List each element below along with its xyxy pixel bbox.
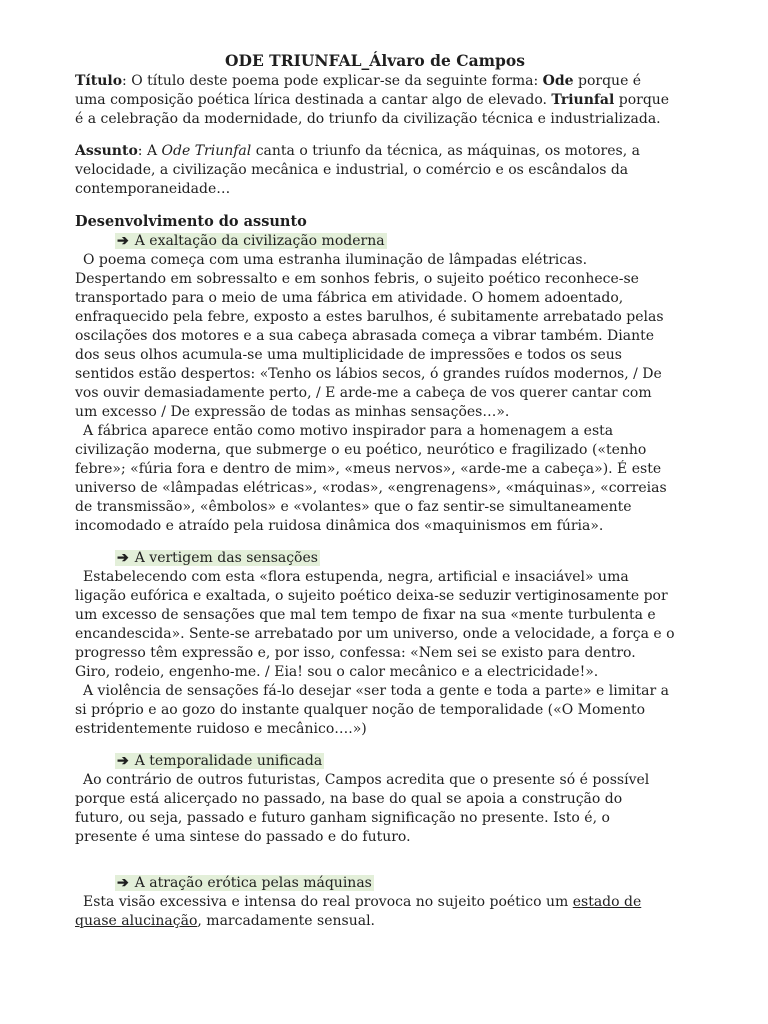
highlight — [115, 233, 387, 249]
paragraph: O poema começa com uma estranha iluminação de lâmpadas elétricas. Despertando em sobressalto e em sonhos febris, o sujeito poético reconhece-se transportado para o meio de uma fábrica em atividade. O homem adoentado, enfraquecido pela febre, exposto a estes barulhos, é subitamente arrebatado pelas oscilações dos motores e a sua cabeça abrasada começa a vibrar também. Diante dos seus olhos acumula-se uma multiplicidade de impressões e todos os seus sentidos estão despertos: «Tenho os lábios secos, ó grandes ruídos modernos, / De vos ouvir demasiadamente perto, / E arde-me a cabeça de vos querer cantar com um excesso / De expressão de todas as minhas sensações…». — [75, 252, 664, 420]
titulo-paragraph — [75, 72, 675, 129]
paragraph-text-start: Esta visão excessiva e intensa do real provoca no sujeito poético um — [83, 894, 573, 910]
bullet-title: A temporalidade unificada — [134, 753, 323, 769]
paragraph — [75, 893, 675, 931]
highlight — [115, 753, 324, 769]
document-page — [75, 50, 675, 931]
arrow-right-icon: ➔ — [117, 875, 129, 891]
bullet-heading-exaltacao — [115, 231, 675, 251]
bullet-heading-atracao — [115, 873, 675, 893]
bullet-heading-vertigem — [115, 548, 675, 568]
arrow-right-icon: ➔ — [117, 753, 129, 769]
assunto-text-1: : A — [137, 143, 162, 159]
document-title: ODE TRIUNFAL_Álvaro de Campos — [225, 51, 525, 70]
bullet-title: A exaltação da civilização moderna — [134, 233, 385, 249]
assunto-text-2: canta o triunfo da técnica, as máquinas, os motores, a velocidade, a civilização mecânica e industrial, o comércio e os escândalos da contemporaneidade… — [75, 143, 640, 197]
titulo-text-2: porque é uma composição poética lírica destinada a cantar algo de elevado. — [75, 73, 642, 108]
arrow-right-icon: ➔ — [117, 233, 129, 249]
highlight — [115, 550, 320, 566]
bullet-heading-temporalidade — [115, 751, 675, 771]
titulo-text-3: porque é a celebração da modernidade, do triunfo da civilização técnica e industrializada. — [75, 92, 670, 127]
bullet-title: A atração erótica pelas máquinas — [134, 875, 372, 891]
work-title: Ode Triunfal — [161, 143, 252, 159]
titulo-text-1: : O título deste poema pode explicar-se da seguinte forma: — [122, 73, 543, 89]
section-heading: Desenvolvimento do assunto — [75, 213, 307, 230]
assunto-paragraph — [75, 142, 675, 199]
paragraph: Ao contrário de outros futuristas, Campos acredita que o presente só é possível porque está alicerçado no passado, na base do qual se apoia a construção do futuro, ou seja, passado e futuro ganham significação no presente. Isto é, o presente é uma sintese do passado e do futuro. — [75, 772, 650, 845]
paragraph-text-end: , marcadamente sensual. — [197, 913, 376, 929]
arrow-right-icon: ➔ — [117, 550, 129, 566]
titulo-label: Título — [75, 73, 123, 89]
underlined-phrase: estado de quase alucinação — [75, 894, 642, 929]
assunto-label: Assunto — [75, 143, 138, 159]
triunfal-term: Triunfal — [551, 92, 615, 108]
paragraph: Estabelecendo com esta «flora estupenda, negra, artificial e insaciável» uma ligação eufórica e exaltada, o sujeito poético deixa-se seduzir vertiginosamente por um excesso de sensações que mal tem tempo de fixar na sua «mente turbulenta e encandescida». Sente-se arrebatado por um universo, onde a velocidade, a força e o progresso têm expressão e, por isso, confessa: «Nem sei se existo para dentro. Giro, rodeio, engenho-me. / Eia! sou o calor mecânico e a electricidade!». — [75, 569, 675, 680]
ode-term: Ode — [542, 73, 574, 89]
bullet-title: A vertigem das sensações — [134, 550, 318, 566]
paragraph: A violência de sensações fá-lo desejar «ser toda a gente e toda a parte» e limitar a si próprio e ao gozo do instante qualquer noção de temporalidade («O Momento estridentemente ruidoso e mecânico….») — [75, 683, 669, 737]
highlight — [115, 875, 374, 891]
paragraph: A fábrica aparece então como motivo inspirador para a homenagem a esta civilização moderna, que submerge o eu poético, neurótico e fragilizado («tenho febre»; «fúria fora e dentro de mim», «meus nervos», «arde-me a cabeça»). É este universo de «lâmpadas elétricas», «rodas», «engrenagens», «máquinas», «correias de transmissão», «êmbolos» e «volantes» que o faz sentir-se simultaneamente incomodado e atraído pela ruidosa dinâmica dos «maquinismos em fúria». — [75, 423, 667, 534]
